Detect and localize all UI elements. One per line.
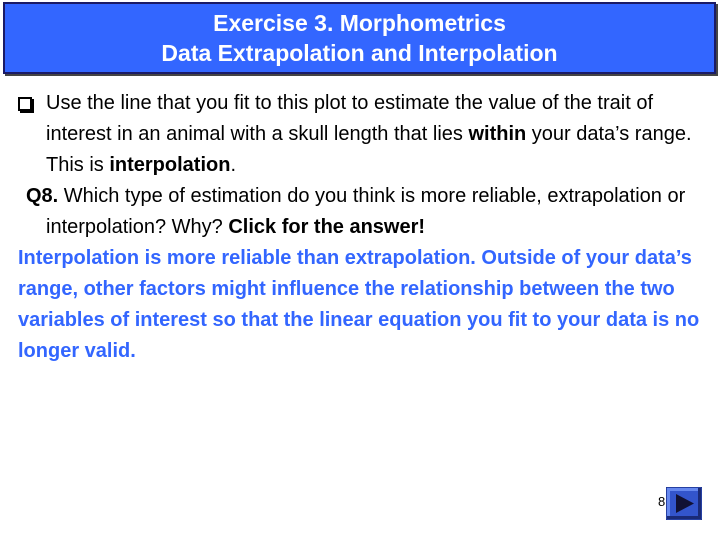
bullet-text-1: Use the line that you fit to this plot to estimate the value of the trait of interest in an animal with a skull length that lies [46,92,654,145]
bullet-bold-interpolation: interpolation [109,154,231,176]
answer-paragraph: Interpolation is more reliable than extrapolation. Outside of your data’s range, other factors might influence the relationship between the two variables of interest so that the linear equation you fit to your data is no longer valid. [18,247,700,362]
bullet-bold-within: within [468,123,527,145]
slide-number: 8 [658,494,666,509]
bullet-paragraph [18,88,708,181]
question-label: Q8. [26,185,59,207]
title-bar [3,2,716,74]
square-bullet-icon [18,97,32,111]
bullet-text-3: . [230,154,237,176]
slide-content [18,88,708,367]
bullet-text-2: your data’s range. This is [46,123,692,176]
next-arrow-icon [666,487,702,520]
title-line-2: Data Extrapolation and Interpolation [161,40,558,66]
question-paragraph [18,181,708,243]
title-line-1: Exercise 3. Morphometrics [213,10,506,36]
next-slide-button[interactable] [666,487,702,520]
question-text: Which type of estimation do you think is more reliable, extrapolation or interpolation? Why? [46,185,686,238]
click-for-answer[interactable]: Click for the answer! [228,216,426,238]
